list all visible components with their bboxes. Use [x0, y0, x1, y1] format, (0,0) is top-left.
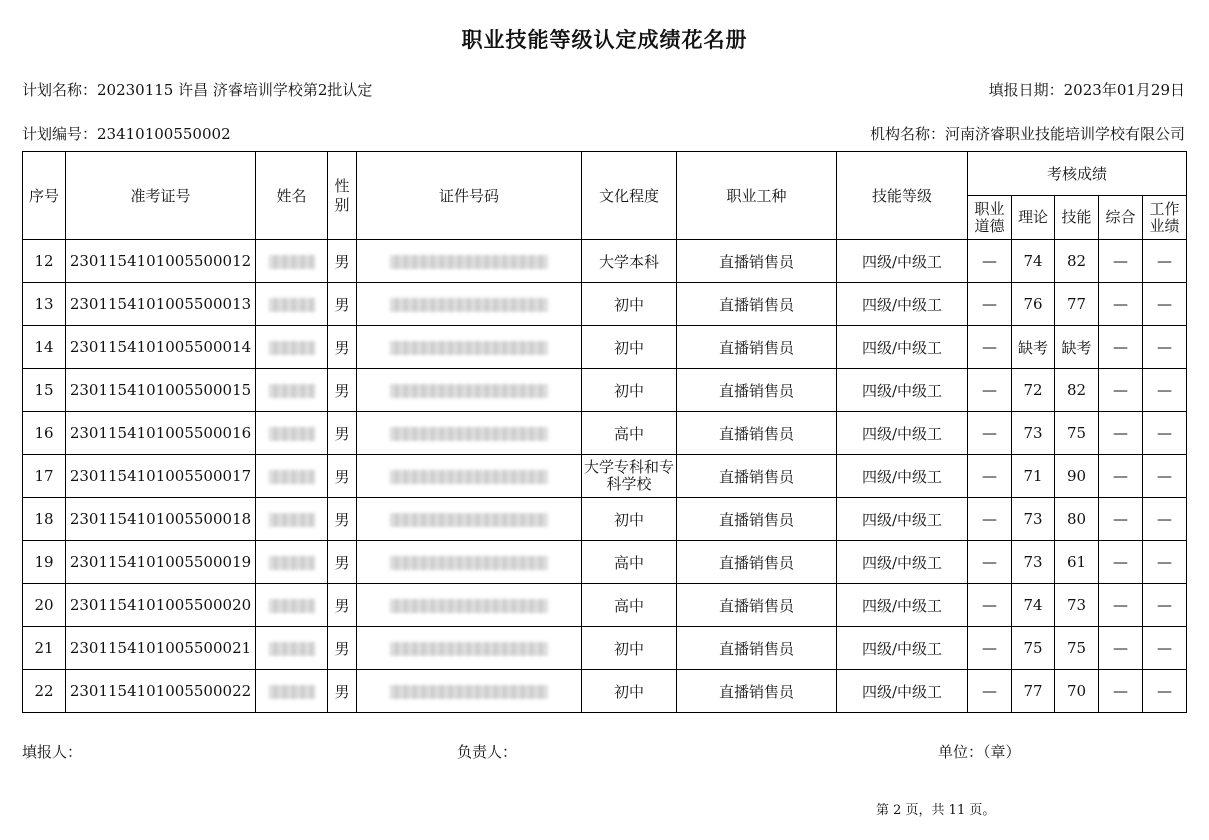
cell-gender: 男 [328, 240, 357, 283]
redacted-block [269, 556, 315, 570]
cell-education: 初中 [582, 670, 677, 713]
cell-gender: 男 [328, 455, 357, 498]
redacted-block [269, 642, 315, 656]
cell-ethics: — [968, 240, 1012, 283]
cell-id-no-redacted [357, 283, 582, 326]
cell-id-no-redacted [357, 455, 582, 498]
redacted-block [390, 384, 548, 398]
cell-occupation: 直播销售员 [677, 498, 837, 541]
redacted-block [269, 298, 315, 312]
cell-work: — [1143, 541, 1187, 584]
cell-education: 高中 [582, 412, 677, 455]
cell-ethics: — [968, 670, 1012, 713]
cell-skill: 90 [1055, 455, 1099, 498]
cell-level: 四级/中级工 [837, 670, 968, 713]
redacted-block [390, 427, 548, 441]
cell-skill: 61 [1055, 541, 1099, 584]
cell-occupation: 直播销售员 [677, 455, 837, 498]
header-id-no: 证件号码 [357, 152, 582, 240]
cell-occupation: 直播销售员 [677, 369, 837, 412]
cell-theory: 缺考 [1012, 326, 1055, 369]
cell-comprehensive: — [1099, 541, 1143, 584]
cell-work: — [1143, 627, 1187, 670]
cell-ethics: — [968, 326, 1012, 369]
cell-id-no-redacted [357, 326, 582, 369]
cell-gender: 男 [328, 627, 357, 670]
cell-work: — [1143, 670, 1187, 713]
cell-theory: 77 [1012, 670, 1055, 713]
header-gender: 性别 [328, 152, 357, 240]
redacted-block [390, 685, 548, 699]
cell-exam-no: 2301154101005500018 [66, 498, 256, 541]
cell-exam-no: 2301154101005500013 [66, 283, 256, 326]
redacted-block [390, 642, 548, 656]
cell-name-redacted [256, 326, 328, 369]
cell-education: 初中 [582, 369, 677, 412]
cell-exam-no: 2301154101005500019 [66, 541, 256, 584]
cell-ethics: — [968, 455, 1012, 498]
cell-name-redacted [256, 670, 328, 713]
score-roster-table [22, 151, 1187, 713]
cell-exam-no: 2301154101005500012 [66, 240, 256, 283]
cell-exam-no: 2301154101005500015 [66, 369, 256, 412]
cell-ethics: — [968, 498, 1012, 541]
cell-skill: 77 [1055, 283, 1099, 326]
table-row [23, 670, 1187, 713]
header-comprehensive: 综合 [1099, 196, 1143, 240]
cell-level: 四级/中级工 [837, 627, 968, 670]
cell-level: 四级/中级工 [837, 369, 968, 412]
cell-exam-no: 2301154101005500020 [66, 584, 256, 627]
cell-name-redacted [256, 498, 328, 541]
header-level: 技能等级 [837, 152, 968, 240]
cell-work: — [1143, 412, 1187, 455]
roster-body [23, 240, 1187, 713]
cell-work: — [1143, 455, 1187, 498]
cell-seq: 15 [23, 369, 66, 412]
header-work: 工作业绩 [1143, 196, 1187, 240]
cell-skill: 缺考 [1055, 326, 1099, 369]
unit-seal-label: 单位：（章） [938, 743, 1021, 761]
cell-id-no-redacted [357, 541, 582, 584]
cell-skill: 70 [1055, 670, 1099, 713]
cell-occupation: 直播销售员 [677, 412, 837, 455]
cell-work: — [1143, 283, 1187, 326]
cell-exam-no: 2301154101005500017 [66, 455, 256, 498]
cell-occupation: 直播销售员 [677, 670, 837, 713]
cell-skill: 82 [1055, 240, 1099, 283]
cell-id-no-redacted [357, 240, 582, 283]
cell-occupation: 直播销售员 [677, 240, 837, 283]
header-skill: 技能 [1055, 196, 1099, 240]
table-row [23, 240, 1187, 283]
cell-seq: 16 [23, 412, 66, 455]
cell-skill: 82 [1055, 369, 1099, 412]
table-row [23, 584, 1187, 627]
cell-occupation: 直播销售员 [677, 584, 837, 627]
cell-id-no-redacted [357, 584, 582, 627]
cell-comprehensive: — [1099, 412, 1143, 455]
cell-name-redacted [256, 455, 328, 498]
page-number: 第 2 页，共 11 页。 [876, 803, 996, 818]
redacted-block [269, 513, 315, 527]
cell-gender: 男 [328, 326, 357, 369]
cell-education: 高中 [582, 584, 677, 627]
cell-name-redacted [256, 412, 328, 455]
fill-date: 填报日期：2023年01月29日 [988, 81, 1185, 99]
cell-level: 四级/中级工 [837, 455, 968, 498]
cell-seq: 21 [23, 627, 66, 670]
header-education: 文化程度 [582, 152, 677, 240]
cell-education: 初中 [582, 283, 677, 326]
cell-theory: 73 [1012, 541, 1055, 584]
table-row [23, 498, 1187, 541]
cell-comprehensive: — [1099, 670, 1143, 713]
cell-name-redacted [256, 627, 328, 670]
cell-seq: 18 [23, 498, 66, 541]
cell-occupation: 直播销售员 [677, 283, 837, 326]
header-name: 姓名 [256, 152, 328, 240]
cell-work: — [1143, 369, 1187, 412]
header-occupation: 职业工种 [677, 152, 837, 240]
cell-gender: 男 [328, 283, 357, 326]
filler-label: 填报人： [22, 743, 83, 761]
redacted-block [390, 470, 548, 484]
cell-theory: 73 [1012, 412, 1055, 455]
redacted-block [390, 556, 548, 570]
cell-exam-no: 2301154101005500021 [66, 627, 256, 670]
cell-seq: 17 [23, 455, 66, 498]
cell-education: 初中 [582, 627, 677, 670]
cell-comprehensive: — [1099, 584, 1143, 627]
cell-work: — [1143, 584, 1187, 627]
cell-skill: 75 [1055, 627, 1099, 670]
cell-work: — [1143, 498, 1187, 541]
page-title: 职业技能等级认定成绩花名册 [461, 28, 748, 52]
header-ethics: 职业道德 [968, 196, 1012, 240]
cell-exam-no: 2301154101005500016 [66, 412, 256, 455]
cell-theory: 73 [1012, 498, 1055, 541]
header-seq: 序号 [23, 152, 66, 240]
cell-gender: 男 [328, 412, 357, 455]
cell-ethics: — [968, 369, 1012, 412]
cell-name-redacted [256, 240, 328, 283]
cell-ethics: — [968, 584, 1012, 627]
redacted-block [390, 255, 548, 269]
cell-id-no-redacted [357, 498, 582, 541]
cell-comprehensive: — [1099, 627, 1143, 670]
cell-level: 四级/中级工 [837, 584, 968, 627]
cell-gender: 男 [328, 584, 357, 627]
cell-education: 高中 [582, 541, 677, 584]
plan-name: 计划名称：20230115 许昌 济睿培训学校第2批认定 [22, 81, 373, 99]
header-exam-no: 准考证号 [66, 152, 256, 240]
cell-comprehensive: — [1099, 498, 1143, 541]
cell-education: 大学本科 [582, 240, 677, 283]
cell-education: 大学专科和专科学校 [582, 455, 677, 498]
cell-seq: 19 [23, 541, 66, 584]
cell-skill: 75 [1055, 412, 1099, 455]
cell-theory: 71 [1012, 455, 1055, 498]
cell-comprehensive: — [1099, 455, 1143, 498]
cell-level: 四级/中级工 [837, 412, 968, 455]
redacted-block [269, 427, 315, 441]
cell-name-redacted [256, 283, 328, 326]
table-row [23, 369, 1187, 412]
cell-comprehensive: — [1099, 369, 1143, 412]
cell-ethics: — [968, 283, 1012, 326]
redacted-block [390, 513, 548, 527]
cell-gender: 男 [328, 369, 357, 412]
cell-education: 初中 [582, 326, 677, 369]
cell-theory: 75 [1012, 627, 1055, 670]
cell-gender: 男 [328, 498, 357, 541]
cell-level: 四级/中级工 [837, 498, 968, 541]
redacted-block [390, 599, 548, 613]
responsible-label: 负责人： [457, 743, 518, 761]
cell-id-no-redacted [357, 670, 582, 713]
table-row [23, 627, 1187, 670]
cell-occupation: 直播销售员 [677, 541, 837, 584]
redacted-block [390, 341, 548, 355]
table-row [23, 541, 1187, 584]
header-theory: 理论 [1012, 196, 1055, 240]
cell-name-redacted [256, 584, 328, 627]
cell-ethics: — [968, 627, 1012, 670]
redacted-block [269, 470, 315, 484]
cell-skill: 73 [1055, 584, 1099, 627]
header-score-group: 考核成绩 [968, 152, 1187, 196]
redacted-block [269, 685, 315, 699]
table-row [23, 283, 1187, 326]
cell-seq: 12 [23, 240, 66, 283]
redacted-block [390, 298, 548, 312]
cell-seq: 13 [23, 283, 66, 326]
plan-number: 计划编号：23410100550002 [22, 125, 231, 143]
organization-name: 机构名称：河南济睿职业技能培训学校有限公司 [869, 125, 1185, 143]
table-row [23, 326, 1187, 369]
cell-occupation: 直播销售员 [677, 326, 837, 369]
cell-level: 四级/中级工 [837, 541, 968, 584]
cell-occupation: 直播销售员 [677, 627, 837, 670]
cell-id-no-redacted [357, 369, 582, 412]
cell-education: 初中 [582, 498, 677, 541]
cell-work: — [1143, 240, 1187, 283]
cell-comprehensive: — [1099, 326, 1143, 369]
cell-comprehensive: — [1099, 283, 1143, 326]
cell-level: 四级/中级工 [837, 326, 968, 369]
cell-id-no-redacted [357, 627, 582, 670]
cell-work: — [1143, 326, 1187, 369]
cell-comprehensive: — [1099, 240, 1143, 283]
cell-seq: 22 [23, 670, 66, 713]
cell-seq: 20 [23, 584, 66, 627]
cell-exam-no: 2301154101005500014 [66, 326, 256, 369]
cell-exam-no: 2301154101005500022 [66, 670, 256, 713]
cell-theory: 72 [1012, 369, 1055, 412]
redacted-block [269, 341, 315, 355]
table-row [23, 412, 1187, 455]
cell-ethics: — [968, 412, 1012, 455]
redacted-block [269, 255, 315, 269]
cell-ethics: — [968, 541, 1012, 584]
cell-gender: 男 [328, 670, 357, 713]
cell-name-redacted [256, 541, 328, 584]
table-row [23, 455, 1187, 498]
cell-theory: 74 [1012, 240, 1055, 283]
cell-gender: 男 [328, 541, 357, 584]
redacted-block [269, 384, 315, 398]
cell-name-redacted [256, 369, 328, 412]
cell-level: 四级/中级工 [837, 283, 968, 326]
cell-theory: 74 [1012, 584, 1055, 627]
cell-skill: 80 [1055, 498, 1099, 541]
cell-theory: 76 [1012, 283, 1055, 326]
cell-id-no-redacted [357, 412, 582, 455]
cell-seq: 14 [23, 326, 66, 369]
cell-level: 四级/中级工 [837, 240, 968, 283]
redacted-block [269, 599, 315, 613]
